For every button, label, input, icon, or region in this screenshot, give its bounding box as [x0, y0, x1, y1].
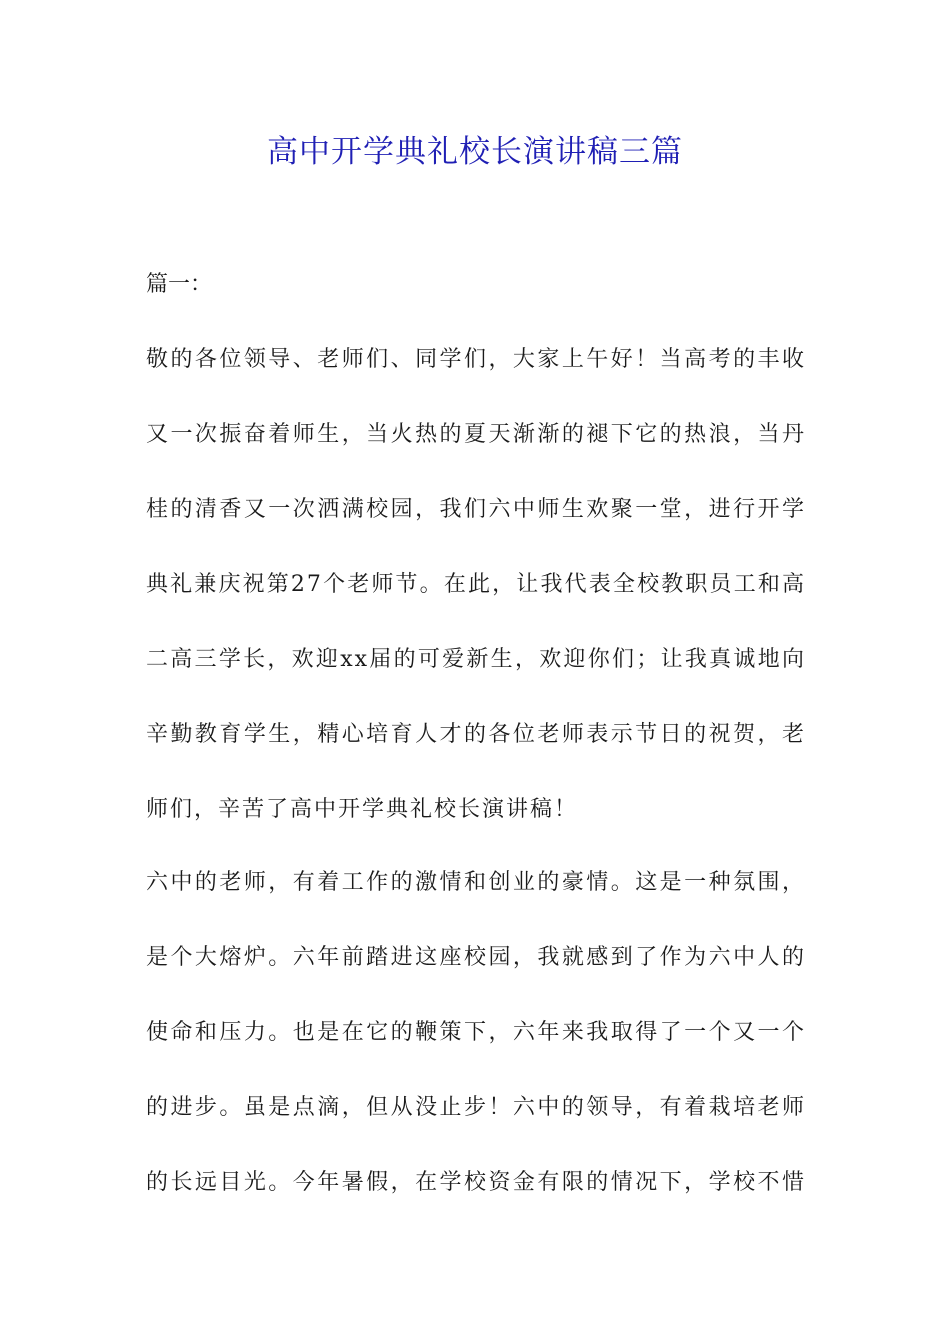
paragraph-line: 桂的清香又一次洒满校园，我们六中师生欢聚一堂，进行开学	[146, 497, 806, 522]
paragraph-line: 辛勤教育学生，精心培育人才的各位老师表示节日的祝贺，老	[146, 722, 806, 747]
paragraph-line: 的长远目光。今年暑假，在学校资金有限的情况下，学校不惜	[146, 1170, 806, 1195]
paragraph-line: 是个大熔炉。六年前踏进这座校园，我就感到了作为六中人的	[146, 945, 806, 970]
paragraph-line: 典礼兼庆祝第27个老师节。在此，让我代表全校教职员工和高	[146, 572, 806, 597]
paragraph-2	[146, 868, 806, 1243]
paragraph-1	[146, 345, 806, 870]
paragraph-line: 师们，辛苦了高中开学典礼校长演讲稿！	[146, 797, 579, 822]
section-label: 篇一：	[146, 272, 213, 297]
document-title: 高中开学典礼校长演讲稿三篇	[267, 134, 683, 170]
paragraph-line: 又一次振奋着师生，当火热的夏天渐渐的褪下它的热浪，当丹	[146, 422, 806, 447]
paragraph-line: 二高三学长，欢迎xx届的可爱新生，欢迎你们；让我真诚地向	[146, 647, 806, 672]
paragraph-line: 六中的老师，有着工作的激情和创业的豪情。这是一种氛围，	[146, 870, 806, 895]
paragraph-line: 使命和压力。也是在它的鞭策下，六年来我取得了一个又一个	[146, 1020, 806, 1045]
paragraph-line: 的进步。虽是点滴，但从没止步！六中的领导，有着栽培老师	[146, 1095, 806, 1120]
paragraph-line: 敬的各位领导、老师们、同学们，大家上午好！当高考的丰收	[146, 347, 806, 372]
